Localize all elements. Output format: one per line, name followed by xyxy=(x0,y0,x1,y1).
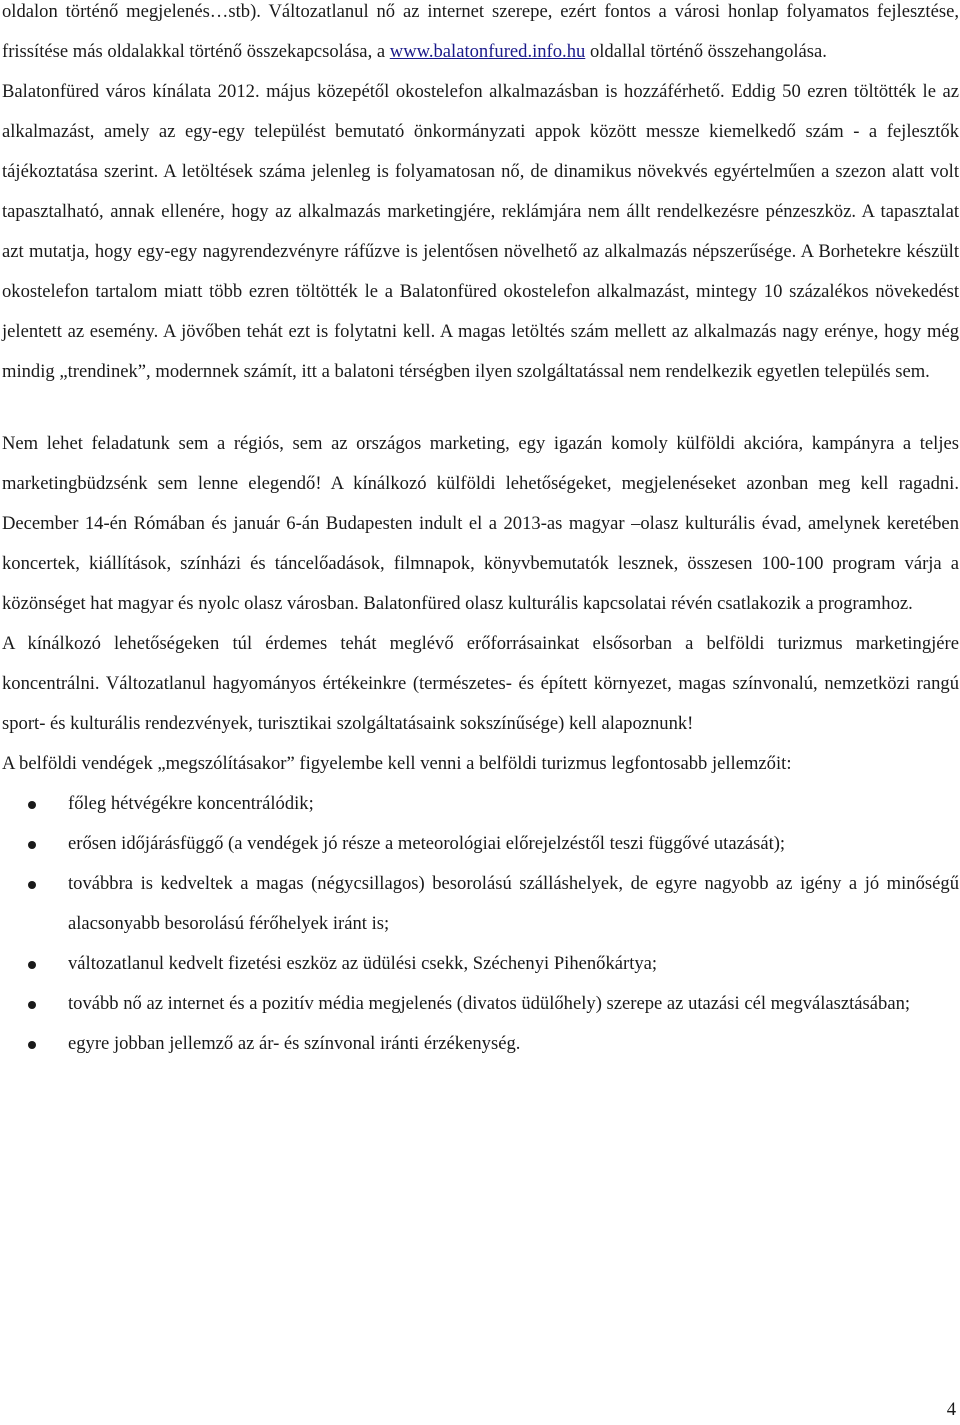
paragraph-website-pre: oldalon történő megjelenés…stb). Változatlanul nő az internet szerepe, ezért fontos a városi honlap folyamatos fejlesztése, frissítése más oldalakkal történő összekapcsolása, a xyxy=(2,1,959,62)
characteristics-list xyxy=(2,784,959,1064)
website-link[interactable]: www.balatonfured.info.hu xyxy=(389,41,586,62)
page-number: 4 xyxy=(946,1399,956,1420)
list-item xyxy=(2,824,959,864)
list-item-text: változatlanul kedvelt fizetési eszköz az üdülési csekk, Széchenyi Pihenőkártya; xyxy=(68,953,658,974)
list-item-text: továbbra is kedveltek a magas (négycsillagos) besorolású szálláshelyek, de egyre nagyobb az igény a jó minőségű alacsonyabb besorolású férőhelyek iránt is; xyxy=(68,873,959,934)
paragraph-domestic-focus: A kínálkozó lehetőségeken túl érdemes tehát meglévő erőforrásainkat elsősorban a belföldi turizmus marketingjére koncentrálni. Változatlanul hagyományos értékeinkre (természetes- és épített környezet, magas színvonalú, nemzetközi rangú sport- és kulturális rendezvények, turisztikai szolgáltatásaink sokszínűsége) kell alapoznunk! xyxy=(2,633,959,734)
bullet-icon xyxy=(28,1001,36,1009)
bullet-icon xyxy=(28,1041,36,1049)
list-item xyxy=(2,784,959,824)
bullet-icon xyxy=(28,841,36,849)
paragraph-website xyxy=(2,0,959,72)
paragraph-foreign-marketing: Nem lehet feladatunk sem a régiós, sem az országos marketing, egy igazán komoly külföldi akcióra, kampányra a teljes marketingbüdzsénk sem lenne elegendő! A kínálkozó külföldi lehetőségeket, megjelenéseket azonban meg kell ragadni. December 14-én Rómában és január 6-án Budapesten indult el a 2013-as magyar –olasz kulturális évad, amelynek keretében koncertek, kiállítások, színházi és táncelőadások, filmnapok, könyvbemutatók lesznek, összesen 100-100 program várja a közönséget hat magyar és nyolc olasz városban. Balatonfüred olasz kulturális kapcsolatai révén csatlakozik a programhoz. xyxy=(2,433,959,614)
bullet-icon xyxy=(28,961,36,969)
list-item-text: tovább nő az internet és a pozitív média megjelenés (divatos üdülőhely) szerepe az utazási cél megválasztásában; xyxy=(68,993,911,1014)
paragraph-website-post: oldallal történő összehangolása. xyxy=(585,41,827,62)
document-page xyxy=(2,0,959,1064)
paragraph-smartphone-app: Balatonfüred város kínálata 2012. május közepétől okostelefon alkalmazásban is hozzáférhető. Eddig 50 ezren töltötték le az alkalmazást, amely az egy-egy települést bemutató önkormányzati appok között messze kiemelkedő szám - a fejlesztők tájékoztatása szerint. A letöltések száma jelenleg is folyamatosan nő, de dinamikus növekvés egyértelműen a szezon alatt volt tapasztalható, annak ellenére, hogy az alkalmazás marketingjére, reklámjára nem állt rendelkezésre pénzeszköz. A tapasztalat azt mutatja, hogy egy-egy nagyrendezvényre ráfűzve is jelentősen növelhető az alkalmazás népszerűsége. A Borhetekre készült okostelefon tartalom miatt több ezren töltötték le a Balatonfüred okostelefon alkalmazást, mintegy 10 százalékos növekedést jelentett az esemény. A jövőben tehát ezt is folytatni kell. A magas letöltés szám mellett az alkalmazás nagy erénye, hogy még mindig „trendinek”, modernnek számít, itt a balatoni térségben ilyen szolgáltatással nem rendelkezik egyetlen település sem. xyxy=(2,81,959,382)
list-item xyxy=(2,944,959,984)
list-item-text: főleg hétvégékre koncentrálódik; xyxy=(68,793,314,814)
list-item xyxy=(2,984,959,1024)
list-item-text: erősen időjárásfüggő (a vendégek jó része a meteorológiai előrejelzéstől teszi függővé utazását); xyxy=(68,833,786,854)
paragraph-domestic-guests: A belföldi vendégek „megszólításakor” figyelembe kell venni a belföldi turizmus legfontosabb jellemzőit: xyxy=(2,753,792,774)
list-item xyxy=(2,864,959,944)
bullet-icon xyxy=(28,801,36,809)
list-item xyxy=(2,1024,959,1064)
bullet-icon xyxy=(28,881,36,889)
list-item-text: egyre jobban jellemző az ár- és színvonal iránti érzékenység. xyxy=(68,1033,521,1054)
